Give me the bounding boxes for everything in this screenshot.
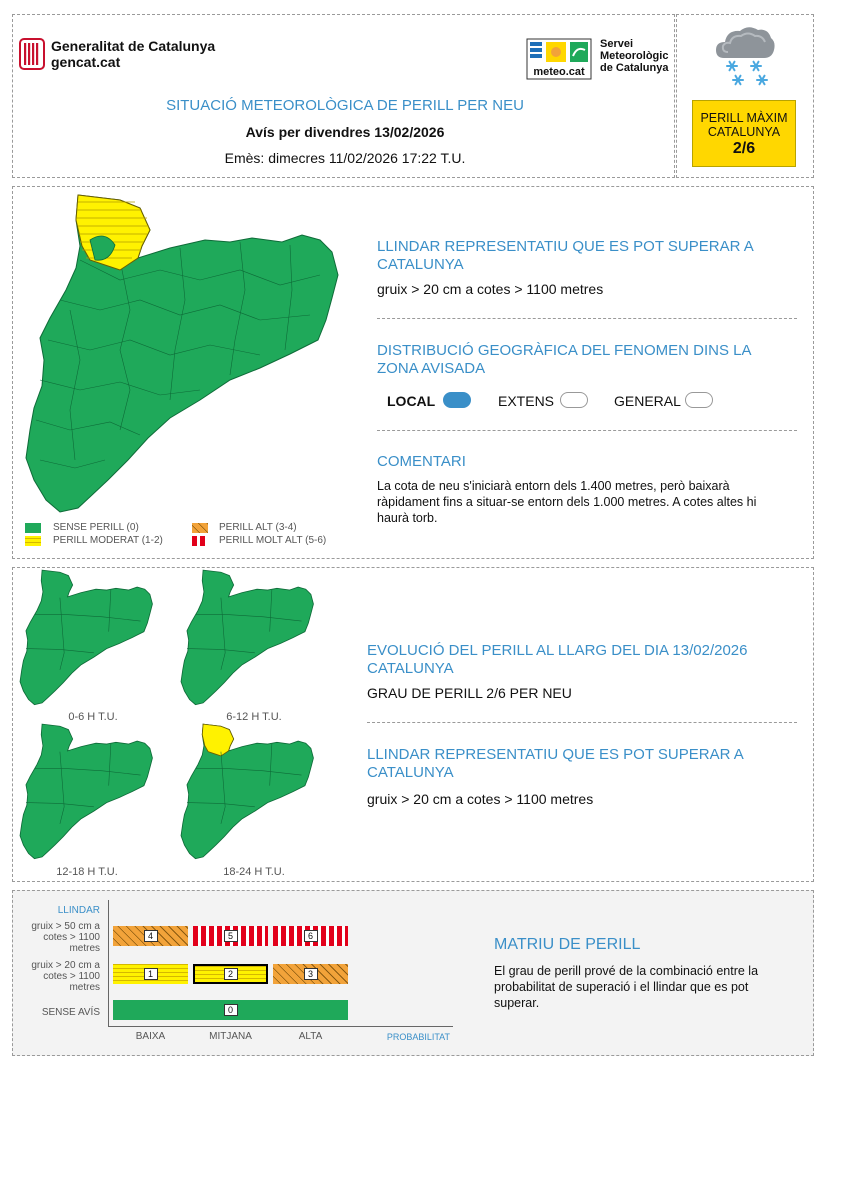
separator: [367, 722, 797, 723]
legend-label-none: SENSE PERILL (0): [53, 522, 139, 533]
map-period-6-12: [176, 568, 321, 708]
smc-line1: Servei: [600, 38, 634, 50]
catalonia-main-map: [20, 190, 350, 520]
generalitat-logo-icon: [19, 38, 45, 70]
col-label-high: ALTA: [298, 1031, 323, 1042]
matrix-cell-0: [113, 1000, 348, 1020]
threshold-text: gruix > 20 cm a cotes > 1100 metres: [377, 281, 604, 297]
distribution-title: DISTRIBUCIÓ GEOGRÀFICA DEL FENOMEN DINS LA ZONA AVISADA: [377, 342, 751, 377]
map-period-12-18: [15, 722, 160, 862]
legend-swatch-green: [25, 523, 41, 533]
issued-date: Emès: dimecres 11/02/2026 17:22 T.U.: [224, 150, 466, 166]
col-label-medium: MITJANA: [209, 1031, 252, 1042]
snow-cloud-icon: [712, 22, 778, 88]
option-extens-toggle[interactable]: [560, 392, 588, 408]
option-extens-label: EXTENS: [498, 393, 555, 409]
gen-name: Generalitat de Catalunya: [51, 38, 216, 54]
smc-line2: Meteorològic: [600, 50, 669, 62]
matrix-cell-1: [113, 964, 188, 984]
comment-title: COMENTARI: [377, 453, 466, 470]
evolution-threshold-title: LLINDAR REPRESENTATIU QUE ES POT SUPERAR A CATALUNYA: [367, 746, 743, 781]
max-danger-badge: [692, 100, 796, 167]
max-danger-value: 2/6: [732, 140, 756, 157]
option-local-toggle[interactable]: [443, 392, 471, 408]
period-label-6-12: 6-12 H T.U.: [226, 711, 282, 723]
legend-swatch-yellow: [25, 536, 41, 546]
option-general-label: GENERAL: [614, 393, 681, 409]
separator: [377, 318, 797, 319]
cell-value: 0: [224, 1004, 238, 1016]
smc-line3: de Catalunya: [600, 62, 669, 74]
separator: [377, 430, 797, 431]
cell-value: 4: [144, 930, 158, 942]
row-label-low: gruix > 20 cm a cotes > 1100 metres: [31, 960, 100, 993]
period-label-12-18: 12-18 H T.U.: [56, 866, 118, 878]
period-label-0-6: 0-6 H T.U.: [68, 711, 118, 723]
cell-value: 6: [304, 930, 318, 942]
legend-swatch-red: [192, 536, 208, 546]
max-label-1: PERILL MÀXIM: [700, 111, 788, 125]
col-label-low: BAIXA: [135, 1031, 166, 1042]
row-label-none: SENSE AVÍS: [41, 1007, 100, 1018]
matrix-title: MATRIU DE PERILL: [494, 936, 641, 953]
map-period-0-6: [15, 568, 160, 708]
matrix-text: El grau de perill prové de la combinació entre la probabilitat de superació i el llindar que es pot superar.: [494, 964, 759, 1010]
legend-label-very-high: PERILL MOLT ALT (5-6): [219, 535, 327, 546]
matrix-axis-title: LLINDAR: [57, 905, 100, 916]
cell-value: 3: [304, 968, 318, 980]
max-label-2: CATALUNYA: [707, 125, 781, 139]
matrix-x-axis: [108, 1026, 453, 1027]
matrix-cell-2-selected: [193, 964, 268, 984]
evolution-text: GRAU DE PERILL 2/6 PER NEU: [367, 685, 572, 701]
matrix-cell-4: [113, 926, 188, 946]
legend-swatch-orange: [192, 523, 208, 533]
meteocat-logo-text: meteo.cat: [533, 66, 585, 78]
matrix-cell-6: [273, 926, 348, 946]
evolution-threshold-text: gruix > 20 cm a cotes > 1100 metres: [367, 791, 594, 807]
cell-value: 5: [224, 930, 238, 942]
gen-site: gencat.cat: [51, 54, 121, 70]
matrix-cell-3: [273, 964, 348, 984]
matrix-y-axis: [108, 900, 109, 1026]
map-period-18-24: [176, 722, 321, 862]
cell-value: 2: [224, 968, 238, 980]
matrix-cell-5: [193, 926, 268, 946]
generalitat-name: [51, 38, 215, 70]
cell-value: 1: [144, 968, 158, 980]
x-axis-label: PROBABILITAT: [386, 1032, 450, 1042]
option-general-toggle[interactable]: [685, 392, 713, 408]
comment-text: La cota de neu s'iniciarà entorn dels 1.400 metres, però baixarà ràpidament fins a situar-se entorn dels 1.000 metres. A cotes altes hi haurà torb.: [377, 479, 757, 525]
period-label-18-24: 18-24 H T.U.: [223, 866, 285, 878]
legend-label-moderate: PERILL MODERAT (1-2): [53, 535, 163, 546]
threshold-title: LLINDAR REPRESENTATIU QUE ES POT SUPERAR A CATALUNYA: [377, 238, 753, 273]
legend-label-high: PERILL ALT (3-4): [219, 522, 297, 533]
option-local-label: LOCAL: [387, 393, 436, 409]
evolution-title: EVOLUCIÓ DEL PERILL AL LLARG DEL DIA 13/02/2026 CATALUNYA: [367, 642, 748, 677]
page-title: SITUACIÓ METEOROLÒGICA DE PERILL PER NEU: [166, 97, 524, 114]
smc-name: [600, 38, 668, 74]
page-subtitle: Avís per divendres 13/02/2026: [245, 124, 445, 140]
row-label-high: gruix > 50 cm a cotes > 1100 metres: [31, 921, 100, 954]
